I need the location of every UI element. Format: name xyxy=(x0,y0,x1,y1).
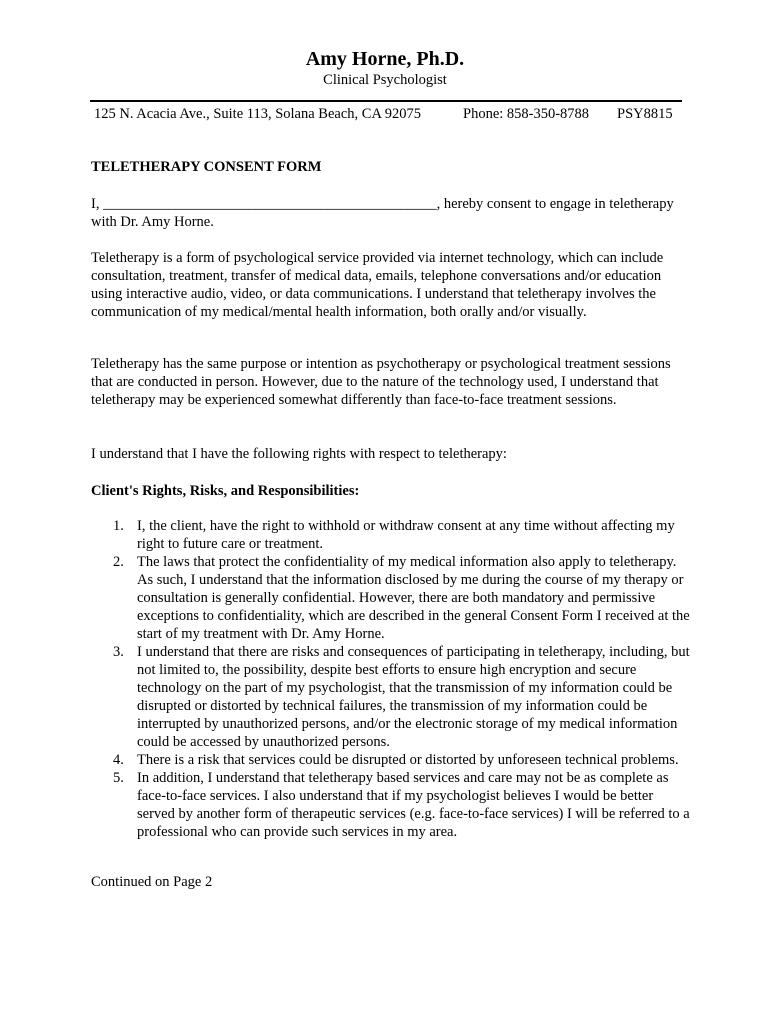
list-item xyxy=(91,553,691,643)
list-item-number: 1. xyxy=(113,518,124,534)
header-divider xyxy=(90,100,682,102)
list-item xyxy=(91,769,691,841)
psychologist-name: Amy Horne, Ph.D. xyxy=(305,48,465,70)
psychologist-title: Clinical Psychologist xyxy=(323,72,447,88)
list-item-number: 3. xyxy=(113,644,124,660)
office-phone: Phone: 858-350-8788 xyxy=(463,106,590,122)
list-item-text: The laws that protect the confidentiality of my medical information also apply to teletherapy. As such, I understand that the information disclosed by me during the course of my therapy or consultation is generally confidential. However, there are both mandatory and permissive exceptions to confidentiality, which are described in the general Consent Form I received at the start of my treatment with Dr. Amy Horne. xyxy=(137,554,690,642)
rights-list xyxy=(91,517,691,841)
list-item-number: 2. xyxy=(113,554,124,570)
list-item xyxy=(91,751,691,769)
list-item-number: 5. xyxy=(113,770,124,786)
consent-statement: I, ______________________________________________, hereby consent to engage in teletherapy with Dr. Amy Horne. xyxy=(91,196,674,230)
teletherapy-definition-paragraph: Teletherapy is a form of psychological service provided via internet technology, which can include consultation, treatment, transfer of medical data, emails, telephone conversations and/or education using interactive audio, video, or data communications. I understand that teletherapy involves the communication of my medical/mental health information, both orally and/or visually. xyxy=(91,250,664,320)
rights-intro-paragraph: I understand that I have the following rights with respect to teletherapy: xyxy=(91,446,507,462)
list-item xyxy=(91,517,691,553)
license-number: PSY8815 xyxy=(617,106,673,122)
list-item-text: I understand that there are risks and consequences of participating in teletherapy, including, but not limited to, the possibility, despite best efforts to ensure high encryption and secure technology on the part of my psychologist, that the transmission of my information could be disrupted or distorted by technical failures, the transmission of my information could be interrupted by unauthorized persons, and/or the electronic storage of my medical information could be accessed by unauthorized persons. xyxy=(137,644,690,750)
office-address: 125 N. Acacia Ave., Suite 113, Solana Beach, CA 92075 xyxy=(94,106,422,122)
list-item-text: There is a risk that services could be disrupted or distorted by unforeseen technical problems. xyxy=(137,752,679,768)
list-item-text: In addition, I understand that teletherapy based services and care may not be as complete as face-to-face services. I also understand that if my psychologist believes I would be better served by another form of therapeutic services (e.g. face-to-face services) I will be referred to a professional who can provide such services in my area. xyxy=(137,770,690,840)
teletherapy-purpose-paragraph: Teletherapy has the same purpose or intention as psychotherapy or psychological treatment sessions that are conducted in person. However, due to the nature of the technology used, I understand that teletherapy may be experienced somewhat differently than face-to-face treatment sessions. xyxy=(91,356,671,408)
rights-section-heading: Client's Rights, Risks, and Responsibilities: xyxy=(91,483,360,499)
continued-note: Continued on Page 2 xyxy=(91,874,213,890)
form-title: TELETHERAPY CONSENT FORM xyxy=(91,159,322,175)
list-item-number: 4. xyxy=(113,752,124,768)
list-item xyxy=(91,643,691,751)
list-item-text: I, the client, have the right to withhold or withdraw consent at any time without affecting my right to future care or treatment. xyxy=(137,518,675,552)
